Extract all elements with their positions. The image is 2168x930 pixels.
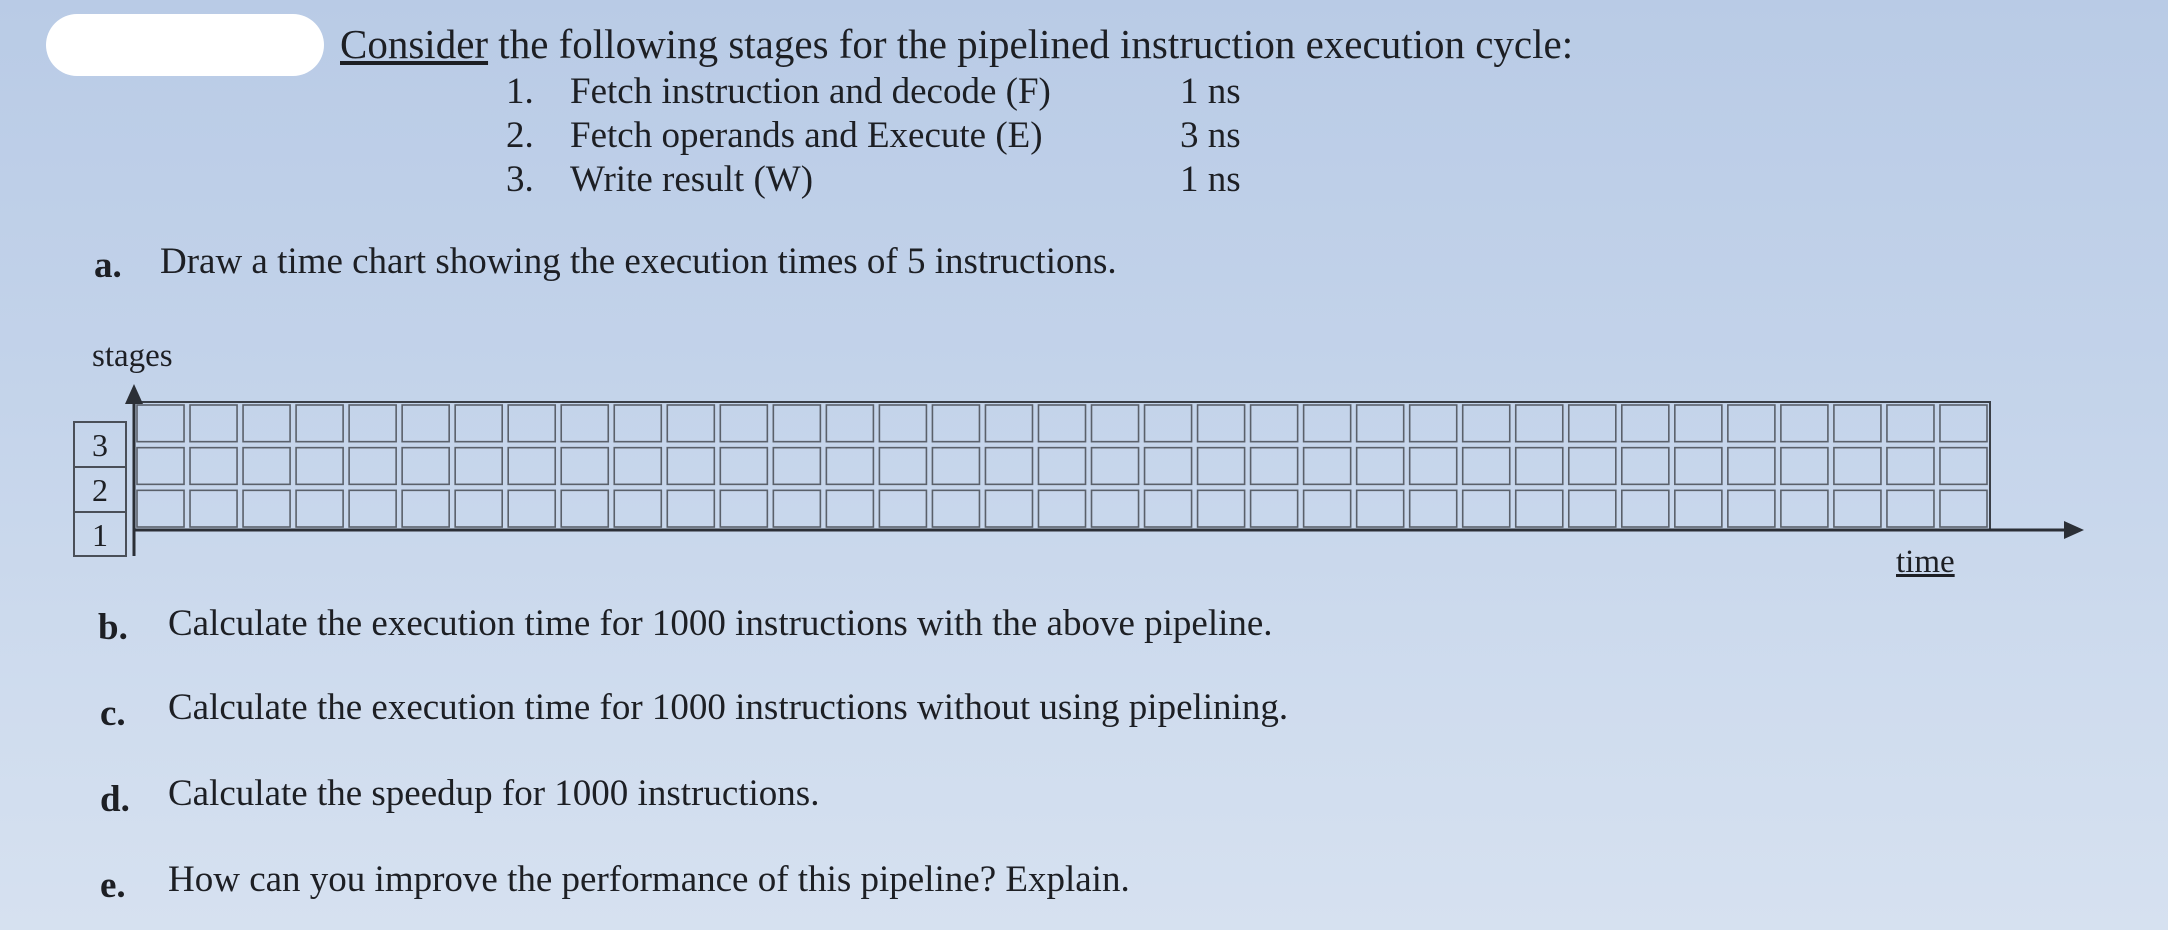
- grid-cell: [1463, 448, 1510, 485]
- grid-cell: [455, 490, 502, 527]
- grid-cell: [508, 405, 555, 442]
- grid-cell: [1304, 448, 1351, 485]
- grid-cell: [614, 490, 661, 527]
- grid-cell: [1728, 490, 1775, 527]
- grid-cell: [1092, 405, 1139, 442]
- grid-cell: [1463, 490, 1510, 527]
- grid-cell: [1145, 490, 1192, 527]
- stage-name: Write result (W): [570, 159, 814, 200]
- grid-cell: [1834, 405, 1881, 442]
- grid-cell: [296, 405, 343, 442]
- grid-cell: [137, 405, 184, 442]
- grid-cell: [1834, 448, 1881, 485]
- grid-cell: [985, 490, 1032, 527]
- grid-cell: [1569, 448, 1616, 485]
- grid-cell: [1145, 448, 1192, 485]
- grid-cell: [1622, 448, 1669, 485]
- grid-cell: [720, 405, 767, 442]
- question-e-letter: e.: [100, 865, 126, 906]
- grid-cell: [190, 490, 237, 527]
- grid-cell: [349, 405, 396, 442]
- stage-number: 3.: [506, 159, 534, 200]
- grid-cell: [773, 405, 820, 442]
- grid-cell: [1516, 490, 1563, 527]
- grid-cell: [1569, 405, 1616, 442]
- grid-cell: [773, 448, 820, 485]
- question-b-letter: b.: [98, 607, 128, 648]
- grid-cell: [1410, 405, 1457, 442]
- grid-cell: [879, 490, 926, 527]
- grid-cell: [932, 448, 979, 485]
- grid-cell: [826, 405, 873, 442]
- grid-cell: [1304, 405, 1351, 442]
- stage-name: Fetch operands and Execute (E): [570, 115, 1043, 156]
- grid-cell: [1251, 448, 1298, 485]
- grid-cell: [667, 405, 714, 442]
- grid-cell: [243, 490, 290, 527]
- intro-rest: the following stages for the pipelined instruction execution cycle:: [488, 21, 1574, 67]
- grid-cell: [1198, 490, 1245, 527]
- grid-cell: [614, 448, 661, 485]
- grid-cell: [1410, 490, 1457, 527]
- question-d-text: Calculate the speedup for 1000 instructions.: [168, 773, 820, 814]
- grid-cell: [1834, 490, 1881, 527]
- grid-cell: [349, 448, 396, 485]
- grid-cell: [985, 405, 1032, 442]
- grid-cell: [1675, 490, 1722, 527]
- grid-cell: [1198, 405, 1245, 442]
- stage-number: 2.: [506, 115, 534, 156]
- grid-cell: [826, 490, 873, 527]
- grid-cell: [137, 490, 184, 527]
- stage-time-3: 1 ns: [1180, 159, 1241, 200]
- question-b-text: Calculate the execution time for 1000 instructions with the above pipeline.: [168, 603, 1273, 644]
- grid-cell: [1569, 490, 1616, 527]
- grid-cell: [137, 448, 184, 485]
- grid-cell: [190, 405, 237, 442]
- x-axis-arrowhead-icon: [2064, 521, 2084, 539]
- grid-cell: [296, 448, 343, 485]
- row-label-3: 3: [92, 427, 108, 463]
- y-axis-label: stages: [92, 338, 173, 374]
- grid-cell: [455, 448, 502, 485]
- grid-cell: [614, 405, 661, 442]
- question-e-text: How can you improve the performance of this pipeline? Explain.: [168, 859, 1130, 900]
- grid-cell: [1251, 490, 1298, 527]
- grid-cell: [190, 448, 237, 485]
- grid-cell: [1516, 405, 1563, 442]
- grid-cell: [508, 490, 555, 527]
- grid-cell: [1251, 405, 1298, 442]
- row-label-1: 1: [92, 517, 108, 553]
- grid-cell: [1357, 490, 1404, 527]
- row-label-2: 2: [92, 472, 108, 508]
- grid-cell: [720, 490, 767, 527]
- grid-cell: [1940, 490, 1987, 527]
- question-a-letter: a.: [94, 245, 122, 286]
- stage-time-1: 1 ns: [1180, 71, 1241, 112]
- grid-cell: [720, 448, 767, 485]
- grid-cell: [349, 490, 396, 527]
- grid-cell: [667, 448, 714, 485]
- grid-cell: [1781, 490, 1828, 527]
- grid-cell: [1357, 448, 1404, 485]
- grid-cell: [402, 448, 449, 485]
- grid-cell: [1038, 490, 1085, 527]
- grid-cell: [1887, 405, 1934, 442]
- grid-cell: [1781, 405, 1828, 442]
- grid-cell: [561, 448, 608, 485]
- grid-cell: [455, 405, 502, 442]
- question-c-letter: c.: [100, 693, 126, 734]
- grid-cell: [1038, 405, 1085, 442]
- grid-cell: [1038, 448, 1085, 485]
- chart-grid: [134, 402, 1990, 530]
- grid-cell: [1940, 405, 1987, 442]
- intro-underlined: Consider: [340, 21, 489, 67]
- grid-cell: [932, 490, 979, 527]
- grid-cell: [1410, 448, 1457, 485]
- grid-cell: [1516, 448, 1563, 485]
- grid-cell: [402, 490, 449, 527]
- question-a-text: Draw a time chart showing the execution times of 5 instructions.: [160, 241, 1117, 282]
- grid-cell: [879, 405, 926, 442]
- grid-cell: [1145, 405, 1192, 442]
- grid-cell: [561, 490, 608, 527]
- grid-cell: [1728, 405, 1775, 442]
- grid-cell: [402, 405, 449, 442]
- grid-cell: [508, 448, 555, 485]
- grid-cell: [1357, 405, 1404, 442]
- grid-cell: [932, 405, 979, 442]
- grid-cell: [561, 405, 608, 442]
- grid-cell: [1622, 405, 1669, 442]
- grid-cell: [1887, 448, 1934, 485]
- grid-cell: [1675, 448, 1722, 485]
- question-c-text: Calculate the execution time for 1000 instructions without using pipelining.: [168, 687, 1289, 728]
- grid-cell: [1781, 448, 1828, 485]
- grid-cell: [1304, 490, 1351, 527]
- grid-cell: [1198, 448, 1245, 485]
- grid-cell: [1940, 448, 1987, 485]
- grid-cell: [667, 490, 714, 527]
- grid-cell: [243, 405, 290, 442]
- y-axis-arrowhead-icon: [125, 384, 143, 404]
- grid-cell: [1622, 490, 1669, 527]
- x-axis-label: time: [1896, 544, 1955, 580]
- stage-number: 1.: [506, 71, 534, 112]
- grid-cell: [826, 448, 873, 485]
- grid-cell: [296, 490, 343, 527]
- grid-cell: [1092, 490, 1139, 527]
- stage-time-2: 3 ns: [1180, 115, 1241, 156]
- grid-cell: [1887, 490, 1934, 527]
- grid-cell: [1728, 448, 1775, 485]
- stage-name: Fetch instruction and decode (F): [570, 71, 1051, 112]
- grid-cell: [1092, 448, 1139, 485]
- grid-cell: [243, 448, 290, 485]
- question-d-letter: d.: [100, 779, 130, 820]
- grid-border: [134, 402, 1990, 530]
- grid-cell: [1675, 405, 1722, 442]
- grid-cell: [985, 448, 1032, 485]
- grid-cell: [879, 448, 926, 485]
- grid-cell: [1463, 405, 1510, 442]
- grid-cell: [773, 490, 820, 527]
